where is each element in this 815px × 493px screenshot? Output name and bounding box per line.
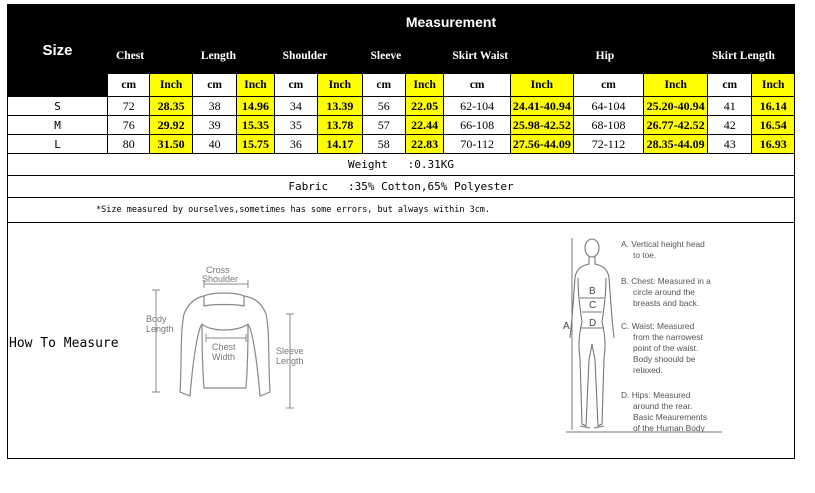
size-chart-table: [7, 4, 795, 223]
unit-inch: Inch: [644, 74, 708, 97]
shoulder-inch-cell: 13.39: [318, 97, 362, 116]
hip-inch-cell: 25.20-40.94: [644, 97, 708, 116]
unit-inch: Inch: [318, 74, 362, 97]
note-d-line-1: D. Hips: Measured: [621, 390, 691, 400]
waist-cm-cell: 62-104: [444, 97, 511, 116]
length-cm-cell: 39: [192, 116, 236, 135]
weight-info: Weight :0.31KG: [8, 154, 795, 176]
sleeve-inch-cell: 22.05: [405, 97, 443, 116]
body-length-label-2: Length: [146, 324, 174, 334]
chest-cm-cell: 72: [108, 97, 150, 116]
note-d-line-4: of the Human Body: [633, 423, 705, 433]
size-cell: L: [8, 135, 108, 154]
group-skirt-length: Skirt Length: [707, 39, 794, 74]
note-c-line-3: point of the waist.: [633, 343, 699, 353]
length-cm-cell: 38: [192, 97, 236, 116]
chest-inch-cell: 29.92: [150, 116, 192, 135]
waist-inch-cell: 27.56-44.09: [511, 135, 574, 154]
skirt-inch-cell: 16.54: [752, 116, 795, 135]
skirt-cm-cell: 41: [707, 97, 751, 116]
size-row-l: [8, 135, 795, 154]
note-c-line-2: from the narrowest: [633, 332, 703, 342]
body-label-b: B: [589, 286, 596, 297]
unit-inch: Inch: [237, 74, 274, 97]
note-c-line-1: C. Waist: Measured: [621, 321, 695, 331]
shoulder-cm-cell: 35: [274, 116, 317, 135]
note-b-line-2: circle around the: [633, 287, 695, 297]
sleeve-cm-cell: 56: [362, 97, 405, 116]
shoulder-inch-cell: 14.17: [318, 135, 362, 154]
size-row-s: [8, 97, 795, 116]
hip-inch-cell: 28.35-44.09: [644, 135, 708, 154]
note-c-line-4: Body shoould be: [633, 354, 696, 364]
chest-width-label-1: Chest: [212, 342, 236, 352]
hip-inch-cell: 26.77-42.52: [644, 116, 708, 135]
skirt-inch-cell: 16.93: [752, 135, 795, 154]
body-length-label-1: Body: [146, 314, 167, 324]
group-hip: Hip: [573, 39, 707, 74]
measurement-title: Measurement: [108, 5, 795, 39]
body-measure-diagram: [560, 234, 740, 449]
length-inch-cell: 15.75: [237, 135, 274, 154]
group-skirt-waist: Skirt Waist: [444, 39, 573, 74]
group-length: Length: [192, 39, 274, 74]
unit-cm: cm: [707, 74, 751, 97]
skirt-inch-cell: 16.14: [752, 97, 795, 116]
waist-inch-cell: 24.41-40.94: [511, 97, 574, 116]
shoulder-cm-cell: 34: [274, 97, 317, 116]
chest-inch-cell: 31.50: [150, 135, 192, 154]
unit-cm: cm: [444, 74, 511, 97]
note-b-line-1: B. Chest: Measured in a: [621, 276, 711, 286]
note-b-line-3: breasts and back.: [633, 298, 700, 308]
length-inch-cell: 15.35: [237, 116, 274, 135]
length-inch-cell: 14.96: [237, 97, 274, 116]
sleeve-inch-cell: 22.44: [405, 116, 443, 135]
shoulder-cm-cell: 36: [274, 135, 317, 154]
note-c-line-5: relaxed.: [633, 365, 663, 375]
size-row-m: [8, 116, 795, 135]
how-to-measure-label: How To Measure: [9, 336, 119, 351]
cross-shoulder-label-1: Cross: [206, 265, 230, 275]
length-cm-cell: 40: [192, 135, 236, 154]
chest-width-label-2: Width: [212, 352, 236, 362]
skirt-cm-cell: 42: [707, 116, 751, 135]
fabric-info: Fabric :35% Cotton,65% Polyester: [8, 176, 795, 198]
unit-cm: cm: [274, 74, 317, 97]
hip-cm-cell: 72-112: [573, 135, 644, 154]
shoulder-inch-cell: 13.78: [318, 116, 362, 135]
waist-cm-cell: 66-108: [444, 116, 511, 135]
chest-cm-cell: 76: [108, 116, 150, 135]
size-header: Size: [8, 5, 108, 97]
unit-cm: cm: [108, 74, 150, 97]
waist-cm-cell: 70-112: [444, 135, 511, 154]
unit-cm: cm: [573, 74, 644, 97]
hip-cm-cell: 64-104: [573, 97, 644, 116]
size-note: *Size measured by ourselves,sometimes has some errors, but always within 3cm.: [8, 198, 795, 223]
garment-diagram: [140, 262, 320, 412]
chest-cm-cell: 80: [108, 135, 150, 154]
body-label-a: A: [563, 321, 570, 332]
cross-shoulder-label-2: Shoulder: [202, 274, 239, 284]
group-sleeve: Sleeve: [362, 39, 444, 74]
size-cell: M: [8, 116, 108, 135]
note-a-line-1: A. Vertical height head: [621, 239, 705, 249]
unit-inch: Inch: [511, 74, 574, 97]
waist-inch-cell: 25.98-42.52: [511, 116, 574, 135]
sleeve-inch-cell: 22.83: [405, 135, 443, 154]
body-label-d: D: [589, 318, 597, 329]
note-d-line-3: Basic Meaurements: [633, 412, 708, 422]
sleeve-cm-cell: 57: [362, 116, 405, 135]
group-shoulder: Shoulder: [274, 39, 362, 74]
note-d-line-2: around the rear.: [633, 401, 693, 411]
sleeve-length-label-1: Sleeve: [276, 346, 304, 356]
unit-cm: cm: [362, 74, 405, 97]
hip-cm-cell: 68-108: [573, 116, 644, 135]
unit-inch: Inch: [752, 74, 795, 97]
unit-cm: cm: [192, 74, 236, 97]
body-label-c: C: [589, 300, 597, 311]
skirt-cm-cell: 43: [707, 135, 751, 154]
sleeve-cm-cell: 58: [362, 135, 405, 154]
group-chest: Chest: [108, 39, 193, 74]
sleeve-length-label-2: Length: [276, 356, 304, 366]
unit-inch: Inch: [405, 74, 443, 97]
note-a-line-2: to toe.: [633, 250, 657, 260]
unit-inch: Inch: [150, 74, 192, 97]
size-cell: S: [8, 97, 108, 116]
chest-inch-cell: 28.35: [150, 97, 192, 116]
